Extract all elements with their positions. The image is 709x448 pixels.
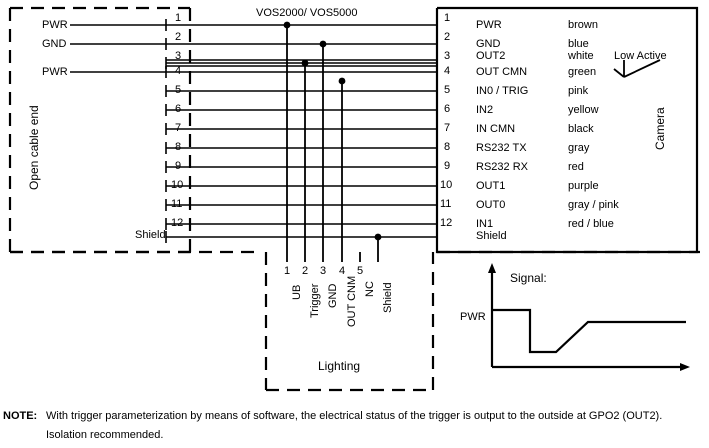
lighting-pin-name: GND	[327, 283, 339, 308]
right-signal-name: IN1	[476, 218, 494, 230]
lighting-pin-number: 1	[284, 265, 291, 277]
left-pin-number: 7	[175, 122, 182, 134]
wire-color: red / blue	[568, 218, 614, 230]
left-pin-number: 10	[171, 179, 184, 191]
note-tag: NOTE:	[3, 410, 38, 422]
lighting-pin-number: 5	[357, 265, 364, 277]
right-signal-name: IN0 / TRIG	[476, 85, 529, 97]
right-signal-name: IN CMN	[476, 123, 516, 135]
right-signal-name: OUT1	[476, 180, 506, 192]
right-signal-name: OUT0	[476, 199, 506, 211]
left-pin-number: 2	[175, 31, 182, 43]
left-pin-number: 3	[175, 50, 182, 62]
right-pin-number: 9	[444, 160, 451, 172]
low-active-label: Low Active	[614, 50, 667, 62]
left-pin-number: 1	[175, 12, 182, 24]
left-pin-number: 5	[175, 84, 182, 96]
right-signal-name: Shield	[476, 230, 507, 242]
lighting-pin-name: Shield	[382, 282, 394, 313]
left-pin-number: 11	[171, 198, 183, 210]
camera-label: Camera	[653, 107, 667, 150]
right-pin-number: 8	[444, 141, 451, 153]
wire-color: gray / pink	[568, 199, 619, 211]
left-pin-number: 12	[171, 217, 184, 229]
left-pin-number: 9	[175, 160, 182, 172]
right-pin-number: 5	[444, 84, 451, 96]
right-signal-name: RS232 RX	[476, 161, 528, 173]
left-signal-label: PWR	[42, 19, 68, 31]
wire-color: green	[568, 66, 597, 78]
right-pin-number: 1	[444, 12, 451, 24]
left-signal-label: GND	[42, 38, 67, 50]
wire-color: pink	[568, 85, 589, 97]
note-line1: With trigger parameterization by means of software, the electrical status of the trigger is output to the outside at GPO2 (OUT2).	[46, 410, 663, 422]
right-signal-name: OUT CMN	[476, 66, 528, 78]
diagram-title: VOS2000/ VOS5000	[256, 7, 358, 19]
wire-color: brown	[568, 19, 598, 31]
right-signal-name: IN2	[476, 104, 494, 116]
wire-color: white	[568, 50, 594, 62]
left-pin-number: 6	[175, 103, 182, 115]
signal-pwr-label: PWR	[460, 311, 486, 323]
wire-color: red	[568, 161, 584, 173]
wire-color: yellow	[568, 104, 599, 116]
left-pin-number: Shield	[135, 229, 166, 241]
right-signal-name: RS232 TX	[476, 142, 527, 154]
right-pin-number: 3	[444, 50, 451, 62]
left-pin-number: 4	[175, 65, 182, 77]
wire-color: gray	[568, 142, 590, 154]
lighting-pin-name: OUT CNM	[346, 275, 358, 327]
lighting-pin-number: 4	[339, 265, 346, 277]
left-signal-label: PWR	[42, 66, 68, 78]
lighting-label: Lighting	[318, 359, 361, 373]
right-pin-number: 12	[440, 217, 453, 229]
right-signal-name: GND	[476, 38, 501, 50]
right-pin-number: 7	[444, 122, 451, 134]
right-signal-name: PWR	[476, 19, 502, 31]
right-pin-number: 6	[444, 103, 451, 115]
right-signal-name: OUT2	[476, 50, 506, 62]
left-pin-number: 8	[175, 141, 182, 153]
wire-color: purple	[568, 180, 599, 192]
lighting-pin-name: UB	[291, 284, 303, 300]
note-line2: Isolation recommended.	[46, 429, 164, 441]
right-pin-number: 4	[444, 65, 451, 77]
wire-color: blue	[568, 38, 589, 50]
lighting-pin-number: 3	[320, 265, 327, 277]
wire-color: black	[568, 123, 594, 135]
right-pin-number: 2	[444, 31, 451, 43]
signal-label: Signal:	[510, 271, 547, 285]
lighting-pin-number: 2	[302, 265, 309, 277]
right-pin-number: 10	[440, 179, 453, 191]
lighting-pin-name: NC	[364, 281, 376, 297]
open-cable-end-label: Open cable end	[27, 105, 41, 190]
lighting-pin-name: Trigger	[309, 283, 321, 318]
right-pin-number: 11	[440, 198, 452, 210]
